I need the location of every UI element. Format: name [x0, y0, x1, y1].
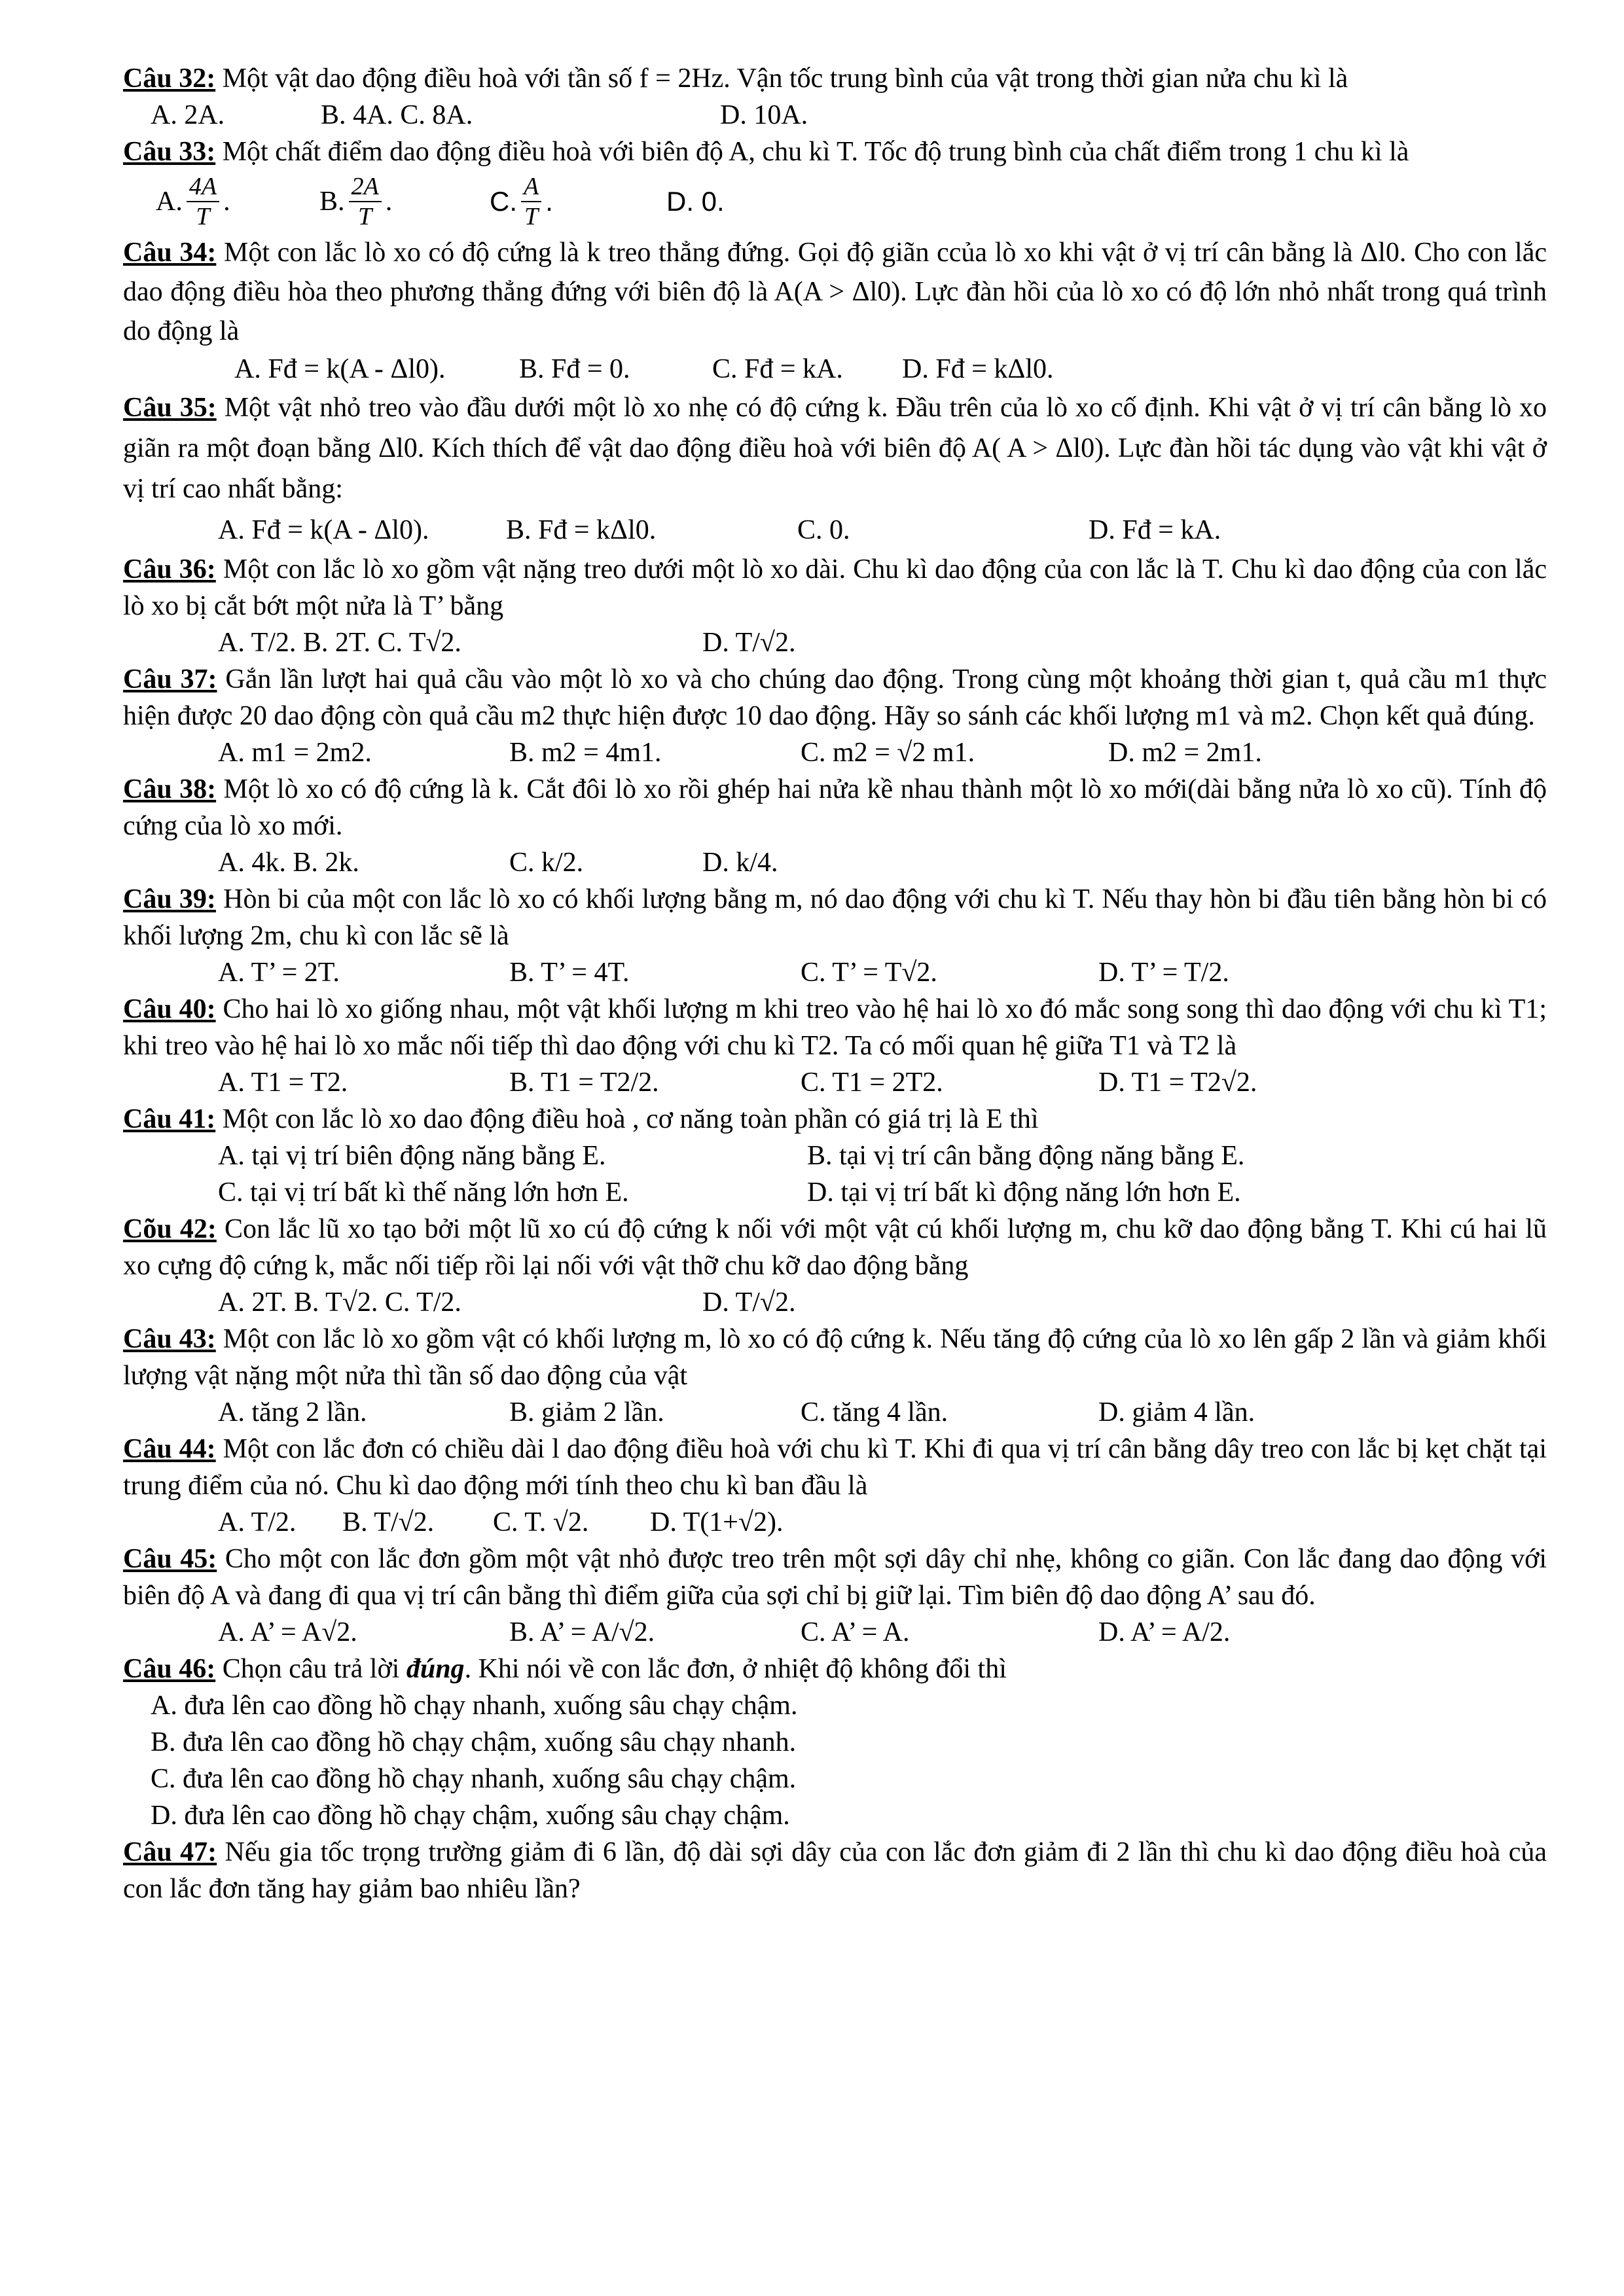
- fraction: [521, 172, 541, 231]
- answer-option: B. tại vị trí cân bằng động năng bằng E.: [807, 1141, 1245, 1171]
- answer-option: A. T/2.: [218, 1507, 297, 1537]
- answer-option: C. đưa lên cao đồng hồ chạy nhanh, xuống sâu chạy chậm.: [151, 1764, 797, 1794]
- question-number: Câu 34:: [123, 238, 217, 268]
- question-38: [123, 771, 1547, 844]
- answer-option: D. giảm 4 lần.: [1098, 1397, 1255, 1427]
- question-text: Cho hai lò xo giống nhau, một vật khối lượng m khi treo vào hệ hai lò xo đó mắc song song thì dao động với chu kì T1; khi treo vào hệ hai lò xo mắc nối tiếp thì dao động với chu kì T2. Ta có mối quan hệ giữa T1 và T2 là: [123, 994, 1547, 1061]
- fraction-numerator: 2A: [349, 172, 382, 202]
- answer-row: [123, 624, 1547, 661]
- fraction-denominator: T: [196, 203, 210, 230]
- question-number: Câu 44:: [123, 1434, 216, 1464]
- answer-option: D. Fđ = kΔl0.: [902, 354, 1054, 384]
- answer-option: C. T’ = T√2.: [801, 958, 937, 988]
- question-text: Chọn câu trả lời: [215, 1654, 406, 1684]
- question-47: [123, 1834, 1547, 1907]
- question-number: Câu 40:: [123, 994, 216, 1024]
- answer-row: [123, 1064, 1547, 1101]
- answer-option: C. 0.: [797, 515, 850, 545]
- question-40: [123, 991, 1547, 1064]
- answer-option: C. T1 = 2T2.: [801, 1067, 943, 1098]
- question-number: Câu 47:: [123, 1837, 217, 1867]
- answer-row: [123, 1394, 1547, 1431]
- option-letter: A.: [156, 187, 183, 217]
- answer-option: C. A’ = A.: [801, 1617, 910, 1647]
- question-number: Câu 43:: [123, 1324, 216, 1354]
- question-32: [123, 60, 1547, 97]
- answer-option: A. T’ = 2T.: [218, 958, 340, 988]
- question-text: Một vật dao động điều hoà với tần số f = 2Hz. Vận tốc trung bình của vật trong thời gian nửa chu kì là: [215, 63, 1348, 94]
- answer-option: B. m2 = 4m1.: [509, 738, 662, 768]
- answer-row: [123, 1504, 1547, 1541]
- answer-option: B. $\frac{2A}{T}$ .: [319, 173, 393, 230]
- question-number: Câu 46:: [123, 1654, 216, 1684]
- answer-option: B. Fđ = kΔl0.: [506, 515, 657, 545]
- question-number: Câu 37:: [123, 664, 217, 694]
- answer-option: B. A’ = A/√2.: [509, 1617, 655, 1647]
- answer-option: C. Fđ = kA.: [712, 354, 843, 384]
- answer-row: [123, 170, 1547, 233]
- question-number: Câu 32:: [123, 63, 216, 94]
- answer-row: [123, 97, 1547, 134]
- question-number: Câu 38:: [123, 774, 217, 804]
- answer-row: [123, 954, 1547, 991]
- answer-row: [123, 1761, 1547, 1797]
- emphasis-word: đúng: [406, 1654, 465, 1684]
- option-letter: B.: [319, 187, 345, 217]
- answer-option: D. A’ = A/2.: [1098, 1617, 1231, 1647]
- answer-option: C. T. √2.: [493, 1507, 589, 1537]
- answer-row: [123, 1724, 1547, 1761]
- question-text: Một con lắc lò xo có độ cứng là k treo thẳng đứng. Gọi độ giãn ccủa lò xo khi vật ở vị trí cân bằng là Δl0. Cho con lắc dao động điều hòa theo phương thẳng đứng với biên độ là A(A > Δl0). Lực đàn hồi của lò xo có độ lớn nhỏ nhất trong quá trình do động là: [123, 238, 1547, 346]
- question-text: Nếu gia tốc trọng trường giảm đi 6 lần, độ dài sợi dây của con lắc đơn giảm đi 2 lần thì chu kì dao động điều hoà của con lắc đơn tăng hay giảm bao nhiêu lần?: [123, 1837, 1547, 1904]
- question-43: [123, 1321, 1547, 1394]
- answer-option: A. $\frac{4A}{T}$ .: [156, 173, 230, 230]
- answer-option: B. giảm 2 lần.: [509, 1397, 664, 1427]
- question-number: Câu 45:: [123, 1544, 217, 1574]
- question-text: Một chất điểm dao động điều hoà với biên độ A, chu kì T. Tốc độ trung bình của chất điểm trong 1 chu kì là: [215, 137, 1409, 167]
- question-text: Cho một con lắc đơn gồm một vật nhỏ được treo trên một sợi dây chỉ nhẹ, không co giãn. Con lắc đang dao động với biên độ A và đang đi qua vị trí cân bằng thì điểm giữa của sợi chỉ bị giữ lại. Tìm biên độ dao động A’ sau đó.: [123, 1544, 1547, 1611]
- answer-option: B. đưa lên cao đồng hồ chạy chậm, xuống sâu chạy nhanh.: [151, 1727, 797, 1757]
- fraction-denominator: T: [524, 203, 539, 230]
- fraction-numerator: 4A: [187, 172, 219, 202]
- answer-option: C. k/2.: [509, 848, 584, 878]
- answer-option: A. 4k. B. 2k.: [218, 848, 359, 878]
- answer-option: D. T(1+√2).: [650, 1507, 784, 1537]
- question-number: Câu 41:: [123, 1104, 216, 1134]
- question-41: [123, 1101, 1547, 1138]
- answer-option: D. k/4.: [702, 848, 778, 878]
- question-text: Con lắc lũ xo tạo bởi một lũ xo cú độ cứng k nối với một vật cú khối lượng m, chu kỡ dao động bằng T. Khi cú hai lũ xo cựng độ cứng k, mắc nối tiếp rồi lại nối với vật thỡ chu kỡ dao động bằng: [123, 1214, 1547, 1281]
- question-number: Câu 36:: [123, 554, 216, 584]
- answer-row: [123, 1797, 1547, 1834]
- answer-option: D. T/√2.: [702, 1287, 796, 1318]
- answer-option: C. tại vị trí bất kì thế năng lớn hơn E.: [218, 1177, 629, 1208]
- answer-option: A. Fđ = k(A - Δl0).: [218, 515, 429, 545]
- answer-row: [123, 844, 1547, 881]
- answer-option: A. T1 = T2.: [218, 1067, 348, 1098]
- answer-row: [123, 1174, 1547, 1211]
- question-number: Cõu 42:: [123, 1214, 217, 1244]
- fraction: [349, 172, 382, 231]
- question-text: Một vật nhỏ treo vào đầu dưới một lò xo nhẹ có độ cứng k. Đầu trên của lò xo cố định. Khi vật ở vị trí cân bằng lò xo giãn ra một đoạn bằng Δl0. Kích thích để vật dao động điều hoà với biên độ A( A > Δl0). Lực đàn hồi tác dụng vào vật khi vật ở vị trí cao nhất bằng:: [123, 393, 1547, 504]
- answer-option: D. T’ = T/2.: [1098, 958, 1229, 988]
- question-text: Gắn lần lượt hai quả cầu vào một lò xo và cho chúng dao động. Trong cùng một khoảng thời gian t, quả cầu m1 thực hiện được 20 dao động còn quả cầu m2 thực hiện được 10 dao động. Hãy so sánh các khối lượng m1 và m2. Chọn kết quả đúng.: [123, 664, 1547, 731]
- question-text: Một con lắc lò xo gồm vật có khối lượng m, lò xo có độ cứng k. Nếu tăng độ cứng của lò xo lên gấp 2 lần và giảm khối lượng vật nặng một nửa thì tần số dao động của vật: [123, 1324, 1547, 1391]
- answer-option: C. tăng 4 lần.: [801, 1397, 948, 1427]
- question-text: Một con lắc lò xo gồm vật nặng treo dưới một lò xo dài. Chu kì dao động của con lắc là T. Chu kì dao động của con lắc lò xo bị cắt bớt một nửa là T’ bằng: [123, 554, 1547, 621]
- answer-option: A. Fđ = k(A - Δl0).: [234, 354, 446, 384]
- answer-option: D. Fđ = kA.: [1089, 515, 1221, 545]
- answer-row: [123, 1138, 1547, 1174]
- answer-option: B. 4A. C. 8A.: [321, 100, 473, 130]
- answer-option: A. 2A.: [151, 100, 225, 130]
- answer-option: D. 0.: [666, 186, 725, 217]
- answer-row: [123, 1284, 1547, 1321]
- answer-option: A. T/2. B. 2T. C. T√2.: [218, 628, 461, 658]
- answer-option: C. $\frac{A}{T}$ .: [490, 173, 553, 230]
- question-34: [123, 233, 1547, 351]
- question-number: Câu 39:: [123, 884, 216, 914]
- answer-option: A. A’ = A√2.: [218, 1617, 357, 1647]
- question-37: [123, 661, 1547, 734]
- fraction-denominator: T: [358, 203, 372, 230]
- answer-option: D. đưa lên cao đồng hồ chạy chậm, xuống sâu chạy chậm.: [151, 1801, 790, 1831]
- question-44: [123, 1431, 1547, 1504]
- answer-row: [123, 512, 1547, 548]
- answer-option: A. đưa lên cao đồng hồ chạy nhanh, xuống sâu chạy chậm.: [151, 1691, 798, 1721]
- fraction: [187, 172, 219, 231]
- question-39: [123, 881, 1547, 954]
- answer-option: B. T1 = T2/2.: [509, 1067, 659, 1098]
- question-number: Câu 33:: [123, 137, 216, 167]
- question-46: [123, 1651, 1547, 1687]
- answer-row: [123, 1687, 1547, 1724]
- exam-page: [123, 60, 1547, 1907]
- answer-option: D. T1 = T2√2.: [1098, 1067, 1257, 1098]
- question-45: [123, 1541, 1547, 1614]
- answer-option: B. Fđ = 0.: [519, 354, 630, 384]
- question-text: Một lò xo có độ cứng là k. Cắt đôi lò xo rồi ghép hai nửa kề nhau thành một lò xo mới(dài bằng nửa lò xo cũ). Tính độ cứng của lò xo mới.: [123, 774, 1547, 841]
- answer-row: [123, 1614, 1547, 1651]
- answer-option: D. m2 = 2m1.: [1108, 738, 1262, 768]
- question-33: [123, 134, 1547, 170]
- question-42: [123, 1211, 1547, 1284]
- answer-option: C. m2 = √2 m1.: [801, 738, 975, 768]
- answer-option: B. T/√2.: [342, 1507, 435, 1537]
- answer-option: B. T’ = 4T.: [509, 958, 630, 988]
- question-number: Câu 35:: [123, 393, 217, 423]
- question-text: Hòn bi của một con lắc lò xo có khối lượng bằng m, nó dao động với chu kì T. Nếu thay hòn bi đầu tiên bằng hòn bi có khối lượng 2m, chu kì con lắc sẽ là: [123, 884, 1547, 951]
- option-letter: C.: [490, 186, 517, 217]
- question-text: . Khi nói về con lắc đơn, ở nhiệt độ không đổi thì: [464, 1654, 1007, 1684]
- answer-option: A. m1 = 2m2.: [218, 738, 372, 768]
- answer-row: [123, 734, 1547, 771]
- answer-option: D. tại vị trí bất kì động năng lớn hơn E.: [807, 1177, 1241, 1208]
- answer-option: D. 10A.: [720, 100, 808, 130]
- answer-row: [123, 351, 1547, 387]
- answer-option: A. 2T. B. T√2. C. T/2.: [218, 1287, 461, 1318]
- question-35: [123, 387, 1547, 509]
- answer-option: A. tăng 2 lần.: [218, 1397, 367, 1427]
- question-text: Một con lắc đơn có chiều dài l dao động điều hoà với chu kì T. Khi đi qua vị trí cân bằng dây treo con lắc bị kẹt chặt tại trung điểm của nó. Chu kì dao động mới tính theo chu kì ban đầu là: [123, 1434, 1547, 1501]
- question-text: Một con lắc lò xo dao động điều hoà , cơ năng toàn phần có giá trị là E thì: [215, 1104, 1039, 1134]
- answer-option: A. tại vị trí biên động năng bằng E.: [218, 1141, 606, 1171]
- fraction-numerator: A: [521, 172, 541, 202]
- question-36: [123, 551, 1547, 624]
- answer-option: D. T/√2.: [702, 628, 796, 658]
